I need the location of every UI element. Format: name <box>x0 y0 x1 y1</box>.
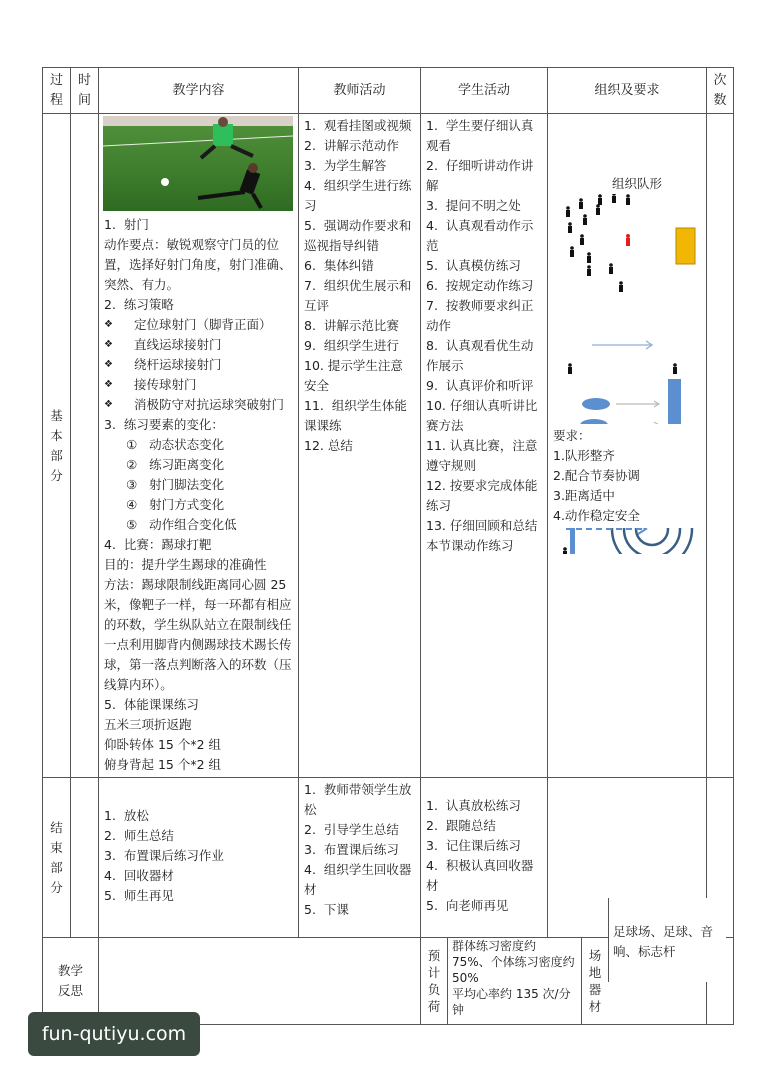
header-org: 组织及要求 <box>548 68 707 114</box>
list-item: 3. 为学生解答 <box>304 158 387 173</box>
list-item: 2. 师生总结 <box>104 828 174 843</box>
list-item: 5. 认真模仿练习 <box>426 258 521 273</box>
header-student: 学生活动 <box>421 68 548 114</box>
strategy-item: 消极防守对抗运球突破射门 <box>134 397 285 412</box>
header-teacher: 教师活动 <box>299 68 421 114</box>
ending-label: 结束部分 <box>43 778 71 938</box>
list-item: 9. 组织学生进行 <box>304 338 399 353</box>
basic-org <box>548 114 707 778</box>
list-item: 3. 记住课后练习 <box>426 838 521 853</box>
list-item: 12. 按要求完成体能练习 <box>426 478 538 513</box>
player-icon <box>596 204 600 215</box>
player-icon <box>609 263 613 274</box>
list-item: 4. 组织学生回收器材 <box>304 862 412 897</box>
list-item: 12. 总结 <box>304 438 353 453</box>
list-item: 4. 积极认真回收器材 <box>426 858 534 893</box>
header-process: 过程 <box>43 68 71 114</box>
player-icon <box>619 281 623 292</box>
list-item: 1. 学生要仔细认真观看 <box>426 118 534 153</box>
group-ellipse <box>582 398 610 410</box>
basic-student <box>421 114 548 778</box>
list-item: 1. 观看挂图或视频 <box>304 118 412 133</box>
list-item: 1. 放松 <box>104 808 149 823</box>
list-item: 11. 组织学生体能课课练 <box>304 398 407 433</box>
strategy-item: 接传球射门 <box>134 377 197 392</box>
bullet-icon: ❖ <box>104 379 113 390</box>
list-item: 1. 认真放松练习 <box>426 798 521 813</box>
list-item: 4. 认真观看动作示范 <box>426 218 534 253</box>
content-line: 5. 体能课课练习 <box>104 697 199 712</box>
basic-time <box>71 114 99 778</box>
reflection-label: 教学反思 <box>43 938 99 1025</box>
bullet-icon: ❖ <box>104 319 113 330</box>
venue-label: 场地器材 <box>588 948 602 1014</box>
player-icon <box>568 222 572 233</box>
player-icon <box>587 265 591 276</box>
list-item: 8. 讲解示范比赛 <box>304 318 399 333</box>
requirement-item: 1.队形整齐 <box>553 448 615 463</box>
element-item: ① 动态状态变化 <box>126 437 225 452</box>
list-item: 2. 讲解示范动作 <box>304 138 399 153</box>
org-title: 组织队形 <box>611 176 662 191</box>
content-line: 4. 比赛：踢球打靶 <box>104 537 212 552</box>
requirements-title: 要求： <box>553 428 591 443</box>
header-row <box>43 68 734 114</box>
content-line: 动作要点：敏锐观察守门员的位置，选择好射门角度，射门准确、突然、有力。 <box>104 237 292 292</box>
content-line: 俯身背起 15 个*2 组 <box>104 757 222 772</box>
player-icon <box>568 363 572 374</box>
player-icon <box>587 252 591 263</box>
load-label: 预计负荷 <box>421 938 448 1024</box>
ending-student <box>421 778 548 938</box>
elements-title: 3. 练习要素的变化： <box>104 417 224 432</box>
requirement-item: 3.距离适中 <box>553 488 615 503</box>
element-item: ④ 射门方式变化 <box>126 497 225 512</box>
requirement-item: 2.配合节奏协调 <box>553 468 640 483</box>
element-item: ⑤ 动作组合变化低 <box>126 517 237 532</box>
lesson-plan-table <box>42 67 734 1025</box>
list-item: 5. 强调动作要求和巡视指导纠错 <box>304 218 412 253</box>
ending-content <box>99 778 299 938</box>
list-item: 3. 提问不明之处 <box>426 198 521 213</box>
list-item: 5. 师生再见 <box>104 888 174 903</box>
player-icon <box>579 198 583 209</box>
header-count: 次数 <box>707 68 734 114</box>
list-item: 8. 认真观看优生动作展示 <box>426 338 534 373</box>
basic-label: 基本部分 <box>43 114 71 778</box>
list-item: 6. 按规定动作练习 <box>426 278 534 293</box>
content-line: 1. 射门 <box>104 217 149 232</box>
list-item: 2. 引导学生总结 <box>304 822 399 837</box>
soccer-players-image <box>103 116 293 211</box>
player-icon <box>570 246 574 257</box>
basic-count <box>707 114 734 778</box>
player-icon <box>612 194 616 203</box>
content-line: 2. 练习策略 <box>104 297 174 312</box>
list-item: 3. 布置课后练习作业 <box>104 848 224 863</box>
list-item: 7. 按教师要求纠正动作 <box>426 298 534 333</box>
list-item: 5. 向老师再见 <box>426 898 509 913</box>
content-line: 五米三项折返跑 <box>104 717 192 732</box>
list-item: 3. 布置课后练习 <box>304 842 399 857</box>
venue-value: 足球场、足球、音响、标志杆 <box>608 898 726 982</box>
load-value: 群体练习密度约 75%、个体练习密度约 50% 平均心率约 135 次/分钟 <box>448 938 582 1024</box>
shooting-photo <box>103 116 293 211</box>
header-time: 时间 <box>71 68 99 114</box>
element-item: ③ 射门脚法变化 <box>126 477 225 492</box>
player-icon <box>598 194 602 205</box>
list-item: 7. 组织优生展示和互评 <box>304 278 412 313</box>
element-item: ② 练习距离变化 <box>126 457 225 472</box>
header-content: 教学内容 <box>99 68 299 114</box>
basic-teacher <box>299 114 421 778</box>
ending-teacher <box>299 778 421 938</box>
player-icon <box>563 547 567 554</box>
requirement-item: 4.动作稳定安全 <box>553 508 640 523</box>
content-line: 方法：踢球限制线距离同心圆 25 米，像靶子一样，每一环都有相应的环数，学生纵队站立在限制线任一点利用脚背内侧踢球技术踢长传球，第一落点判断落入的环数（压线算内环）。 <box>104 577 292 692</box>
bullet-icon: ❖ <box>104 399 113 410</box>
player-icon <box>580 234 584 245</box>
goalkeeper-icon <box>626 234 630 246</box>
list-item: 5. 下课 <box>304 902 349 917</box>
player-icon <box>673 363 677 374</box>
ending-time <box>71 778 99 938</box>
goal-icon <box>676 228 695 264</box>
content-line: 目的：提升学生踢球的准确性 <box>104 557 267 572</box>
player-icon <box>626 194 630 205</box>
player-icon <box>566 206 570 217</box>
strategy-item: 直线运球接射门 <box>134 337 222 352</box>
list-item: 9. 认真评价和听评 <box>426 378 534 393</box>
bullet-icon: ❖ <box>104 339 113 350</box>
bullet-icon: ❖ <box>104 359 113 370</box>
list-item: 10. 提示学生注意安全 <box>304 358 403 393</box>
list-item: 2. 跟随总结 <box>426 818 496 833</box>
list-item: 6. 集体纠错 <box>304 258 374 273</box>
list-item: 4. 组织学生进行练习 <box>304 178 412 213</box>
list-item: 2. 仔细听讲动作讲解 <box>426 158 534 193</box>
list-item: 13. 仔细回顾和总结本节课动作练习 <box>426 518 538 553</box>
strategy-item: 绕杆运球接射门 <box>134 357 222 372</box>
basic-content <box>99 114 299 778</box>
player-icon <box>583 214 587 225</box>
list-item: 1. 教师带领学生放松 <box>304 782 412 817</box>
list-item: 4. 回收器材 <box>104 868 174 883</box>
content-line: 仰卧转体 15 个*2 组 <box>104 737 222 752</box>
list-item: 11. 认真比赛，注意遵守规则 <box>426 438 538 473</box>
list-item: 10. 仔细认真听讲比赛方法 <box>426 398 538 433</box>
watermark: fun-qutiyu.com <box>28 1012 200 1056</box>
basic-row <box>43 114 734 778</box>
strategy-item: 定位球射门（脚背正面） <box>134 317 272 332</box>
